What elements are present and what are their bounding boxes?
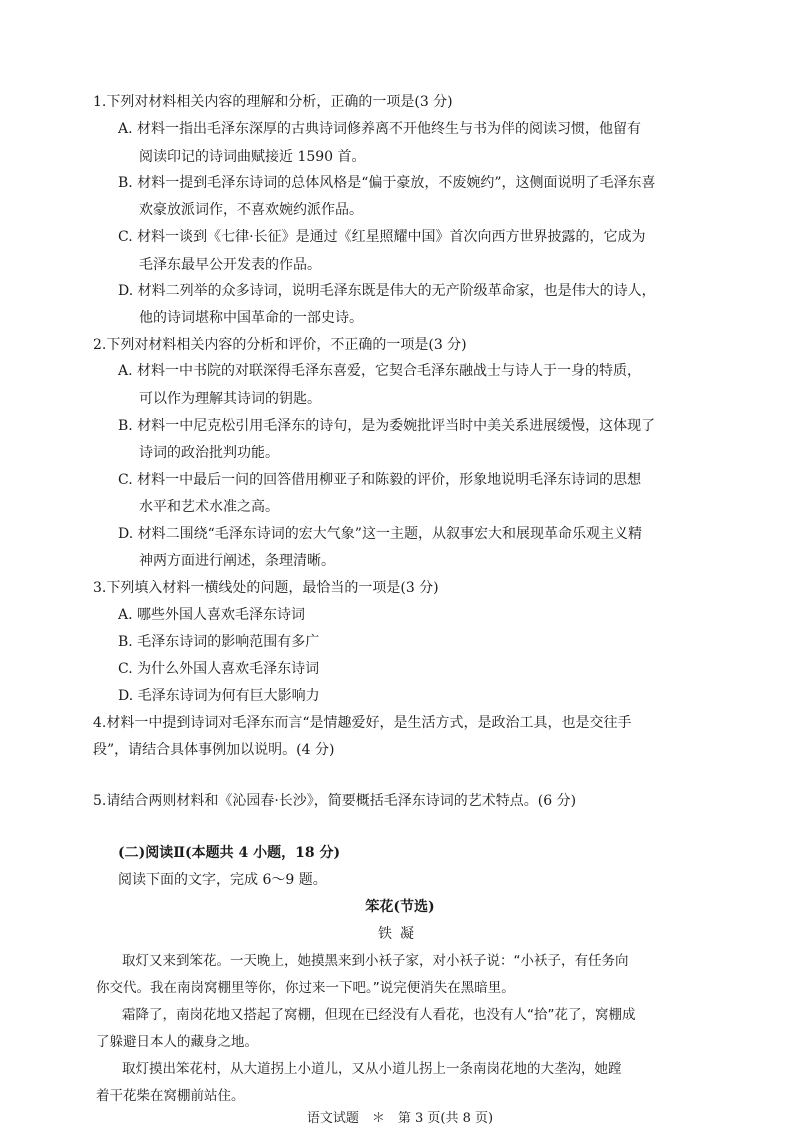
passage-p1-line1: 取灯又来到笨花。一天晚上，她摸黑来到小袄子家，对小袄子说：“小袄子，有任务向 bbox=[122, 953, 629, 969]
section-heading: (二)阅读Ⅱ(本题共 4 小题，18 分) bbox=[118, 845, 341, 861]
q2-option-d-line1: D. 材料二围绕“毛泽东诗词的宏大气象”这一主题，从叙事宏大和展现革命乐观主义精 bbox=[118, 526, 642, 542]
q1-option-b-line2: 欢豪放派词作，不喜欢婉约派作品。 bbox=[139, 202, 363, 218]
section-instructions: 阅读下面的文字，完成 6～9 题。 bbox=[118, 872, 327, 888]
q1-option-a-line2: 阅读印记的诗词曲赋接近 1590 首。 bbox=[139, 149, 366, 165]
q1-stem: 1.下列对材料相关内容的理解和分析，正确的一项是(3 分) bbox=[93, 94, 453, 110]
q2-option-b-line2: 诗词的政治批判功能。 bbox=[139, 445, 279, 461]
passage-p2-line2: 了躲避日本人的藏身之地。 bbox=[96, 1034, 258, 1050]
q5: 5.请结合两则材料和《沁园春·长沙》，简要概括毛泽东诗词的艺术特点。(6 分) bbox=[93, 793, 577, 809]
q1-option-d-line1: D. 材料二列举的众多诗词，说明毛泽东既是伟大的无产阶级革命家，也是伟大的诗人， bbox=[118, 283, 656, 299]
passage-p3-line1: 取灯摸出笨花村，从大道拐上小道儿，又从小道儿拐上一条南岗花地的大垄沟，她蹚 bbox=[122, 1061, 622, 1077]
q3-option-a: A. 哪些外国人喜欢毛泽东诗词 bbox=[118, 607, 306, 623]
q2-option-d-line2: 神两方面进行阐述，条理清晰。 bbox=[139, 553, 335, 569]
q2-option-a-line2: 可以作为理解其诗词的钥匙。 bbox=[139, 391, 321, 407]
passage-p2-line1: 霜降了，南岗花地又搭起了窝棚，但现在已经没有人看花，也没有人“拾”花了，窝棚成 bbox=[122, 1007, 636, 1023]
passage-p3-line2: 着干花柴在窝棚前站住。 bbox=[96, 1088, 245, 1104]
q1-option-c-line2: 毛泽东最早公开发表的作品。 bbox=[139, 257, 321, 273]
q2-option-c-line2: 水平和艺术水准之高。 bbox=[139, 499, 279, 515]
passage-p1-line2: 你交代。我在南岗窝棚里等你，你过来一下吧。”说完便消失在黑暗里。 bbox=[96, 980, 515, 996]
q1-option-c-line1: C. 材料一谈到《七律·长征》是通过《红星照耀中国》首次向西方世界披露的，它成为 bbox=[118, 229, 646, 245]
q2-option-a-line1: A. 材料一中书院的对联深得毛泽东喜爱，它契合毛泽东融战士与诗人于一身的特质， bbox=[118, 363, 642, 379]
q4-line1: 4.材料一中提到诗词对毛泽东而言“是情趣爱好，是生活方式，是政治工具，也是交往手 bbox=[93, 715, 632, 731]
q3-option-d: D. 毛泽东诗词为何有巨大影响力 bbox=[118, 688, 320, 704]
passage-title: 笨花(节选) bbox=[365, 899, 435, 915]
q1-option-b-line1: B. 材料一提到毛泽东诗词的总体风格是“偏于豪放，不废婉约”，这侧面说明了毛泽东喜 bbox=[118, 175, 656, 191]
passage-author: 铁凝 bbox=[378, 926, 422, 942]
q1-option-d-line2: 他的诗词堪称中国革命的一部史诗。 bbox=[139, 310, 363, 326]
q2-option-c-line1: C. 材料一中最后一问的回答借用柳亚子和陈毅的评价，形象地说明毛泽东诗词的思想 bbox=[118, 472, 642, 488]
q2-stem: 2.下列对材料相关内容的分析和评价，不正确的一项是(3 分) bbox=[93, 337, 467, 353]
q1-option-a-line1: A. 材料一指出毛泽东深厚的古典诗词修养离不开他终生与书为伴的阅读习惯，他留有 bbox=[118, 121, 642, 137]
page-footer: 语文试题 ＊ 第 3 页(共 8 页) bbox=[306, 1111, 494, 1126]
q4-line2: 段”，请结合具体事例加以说明。(4 分) bbox=[93, 742, 335, 758]
q3-option-b: B. 毛泽东诗词的影响范围有多广 bbox=[118, 634, 320, 650]
q3-stem: 3.下列填入材料一横线处的问题，最恰当的一项是(3 分) bbox=[93, 580, 439, 596]
q3-option-c: C. 为什么外国人喜欢毛泽东诗词 bbox=[118, 661, 320, 677]
q2-option-b-line1: B. 材料一中尼克松引用毛泽东的诗句，是为委婉批评当时中美关系进展缓慢，这体现了 bbox=[118, 418, 656, 434]
